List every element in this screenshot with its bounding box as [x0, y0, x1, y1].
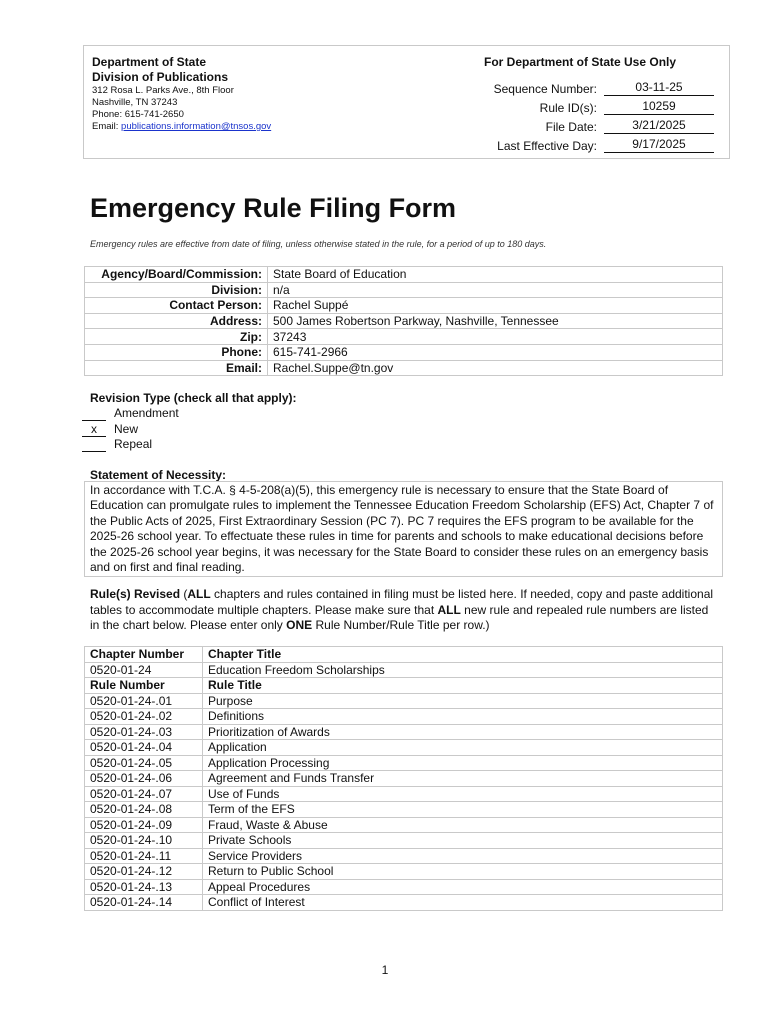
rule-title: Definitions [203, 709, 723, 725]
rule-title: Service Providers [203, 848, 723, 864]
table-row [85, 879, 723, 895]
instruction-bold-all-2: ALL [437, 602, 461, 617]
repeal-label: Repeal [114, 437, 153, 451]
address-value: 500 James Robertson Parkway, Nashville, Tennessee [268, 313, 723, 329]
rule-number: 0520-01-24-.04 [85, 740, 203, 756]
file-date-label: File Date: [545, 120, 597, 134]
rules-table [84, 646, 723, 911]
last-effective-day-value: 9/17/2025 [604, 137, 714, 153]
department-email-line [92, 121, 271, 133]
agency-row [85, 267, 723, 283]
chapter-number: 0520-01-24 [85, 662, 203, 678]
rule-title-header: Rule Title [203, 678, 723, 694]
table-row [85, 771, 723, 787]
department-address: 312 Rosa L. Parks Ave., 8th Floor [92, 85, 234, 96]
zip-value: 37243 [268, 329, 723, 345]
rule-title: Return to Public School [203, 864, 723, 880]
rule-title: Purpose [203, 693, 723, 709]
instruction-bold-all-1: ALL [187, 587, 211, 601]
table-row [85, 724, 723, 740]
rule-number: 0520-01-24-.06 [85, 771, 203, 787]
zip-row [85, 329, 723, 345]
instruction-text-2: chapters and rules contained in filing must be listed here. If needed, copy and paste additional tables to accommodate multiple chapters. Please make sure that [90, 587, 714, 617]
chapter-header-row [85, 647, 723, 663]
state-use-only-title: For Department of State Use Only [484, 55, 677, 69]
address-row [85, 313, 723, 329]
email-label-cell: Email: [85, 360, 268, 376]
department-phone: Phone: 615-741-2650 [92, 109, 184, 120]
department-city: Nashville, TN 37243 [92, 97, 178, 108]
rules-revised-heading: Rule(s) Revised [90, 587, 181, 601]
contact-person-row [85, 298, 723, 314]
revision-option-new [90, 422, 297, 438]
table-row [85, 817, 723, 833]
instruction-text-4: Rule Number/Rule Title per row.) [312, 618, 490, 632]
rule-title: Application Processing [203, 755, 723, 771]
table-row [85, 864, 723, 880]
division-row [85, 282, 723, 298]
last-effective-day-label: Last Effective Day: [497, 139, 597, 153]
statement-of-necessity-text: In accordance with T.C.A. § 4-5-208(a)(5), this emergency rule is necessary to ensure that the State Board of Education can promulgate rules to implement the Tennessee Education Freedom Scholarship (EFS) Act, Chapter 7 of the Public Acts of 2025, First Extraordinary Session (PC 7). PC 7 requires the EFS program to be available for the 2025-26 school year. To effectuate these rules in time for parents and schools to make educational decisions before the 2025-26 school year begins, it was necessary for the State Board to consider these rules on an emergency basis and on first and final reading. [84, 481, 723, 577]
zip-label: Zip: [85, 329, 268, 345]
table-row [85, 895, 723, 911]
chapter-row [85, 662, 723, 678]
rule-title: Use of Funds [203, 786, 723, 802]
rule-number: 0520-01-24-.14 [85, 895, 203, 911]
rule-number: 0520-01-24-.07 [85, 786, 203, 802]
email-label: Email: [92, 121, 122, 132]
revision-type-section [90, 391, 297, 453]
rule-number: 0520-01-24-.12 [85, 864, 203, 880]
file-date-row [424, 118, 720, 134]
phone-row [85, 344, 723, 360]
amendment-label: Amendment [114, 406, 179, 420]
phone-label: Phone: [85, 344, 268, 360]
chapter-title: Education Freedom Scholarships [203, 662, 723, 678]
agency-value: State Board of Education [268, 267, 723, 283]
sequence-number-value: 03-11-25 [604, 80, 714, 96]
rule-title: Conflict of Interest [203, 895, 723, 911]
header-box [83, 45, 730, 159]
table-row [85, 709, 723, 725]
division-label: Division: [85, 282, 268, 298]
agency-table [84, 266, 723, 376]
new-checkbox[interactable]: x [82, 422, 106, 437]
rule-number: 0520-01-24-.10 [85, 833, 203, 849]
rule-title: Appeal Procedures [203, 879, 723, 895]
rule-number: 0520-01-24-.08 [85, 802, 203, 818]
chapter-number-header: Chapter Number [85, 647, 203, 663]
rule-title: Agreement and Funds Transfer [203, 771, 723, 787]
contact-person-label: Contact Person: [85, 298, 268, 314]
email-row [85, 360, 723, 376]
rule-number: 0520-01-24-.13 [85, 879, 203, 895]
rule-title: Prioritization of Awards [203, 724, 723, 740]
rule-title: Application [203, 740, 723, 756]
rule-header-row [85, 678, 723, 694]
file-date-value: 3/21/2025 [604, 118, 714, 134]
rule-id-label: Rule ID(s): [539, 101, 597, 115]
instruction-bold-one: ONE [286, 618, 313, 632]
instruction-text-3: new rule and repealed rule numbers are listed in the chart below. Please enter only [90, 602, 709, 632]
instruction-text-1: ( [180, 587, 188, 601]
last-effective-day-row [424, 137, 720, 153]
table-row [85, 833, 723, 849]
repeal-checkbox[interactable] [82, 437, 106, 452]
contact-person-value: Rachel Suppé [268, 298, 723, 314]
revision-option-repeal [90, 437, 297, 453]
page-number: 1 [381, 963, 389, 977]
table-row [85, 755, 723, 771]
rule-title: Term of the EFS [203, 802, 723, 818]
table-row [85, 848, 723, 864]
sequence-number-label: Sequence Number: [493, 82, 597, 96]
agency-label: Agency/Board/Commission: [85, 267, 268, 283]
rule-number: 0520-01-24-.02 [85, 709, 203, 725]
page-title: Emergency Rule Filing Form [90, 193, 457, 223]
table-row [85, 786, 723, 802]
amendment-checkbox[interactable] [82, 406, 106, 421]
address-label: Address: [85, 313, 268, 329]
rule-number: 0520-01-24-.01 [85, 693, 203, 709]
department-email-link[interactable]: publications.information@tnsos.gov [121, 121, 272, 132]
page-subtitle: Emergency rules are effective from date of filing, unless otherwise stated in the rule, for a period of up to 180 days. [90, 239, 547, 249]
department-name: Department of State [92, 55, 207, 69]
revision-option-amendment [90, 406, 297, 422]
rule-number: 0520-01-24-.09 [85, 817, 203, 833]
rule-number-header: Rule Number [85, 678, 203, 694]
chapter-title-header: Chapter Title [203, 647, 723, 663]
division-name: Division of Publications [92, 70, 229, 84]
division-value: n/a [268, 282, 723, 298]
email-value: Rachel.Suppe@tn.gov [268, 360, 723, 376]
rule-number: 0520-01-24-.11 [85, 848, 203, 864]
rule-title: Fraud, Waste & Abuse [203, 817, 723, 833]
statement-of-necessity-heading: Statement of Necessity: [90, 468, 227, 482]
rule-number: 0520-01-24-.05 [85, 755, 203, 771]
table-row [85, 693, 723, 709]
phone-value: 615-741-2966 [268, 344, 723, 360]
table-row [85, 802, 723, 818]
sequence-number-row [424, 80, 720, 96]
department-info [92, 55, 271, 133]
new-label: New [114, 421, 139, 436]
table-row [85, 740, 723, 756]
rule-title: Private Schools [203, 833, 723, 849]
rule-number: 0520-01-24-.03 [85, 724, 203, 740]
revision-type-heading: Revision Type (check all that apply): [90, 391, 297, 405]
rule-id-row [424, 99, 720, 115]
rules-revised-instructions [90, 587, 720, 634]
rule-id-value: 10259 [604, 99, 714, 115]
